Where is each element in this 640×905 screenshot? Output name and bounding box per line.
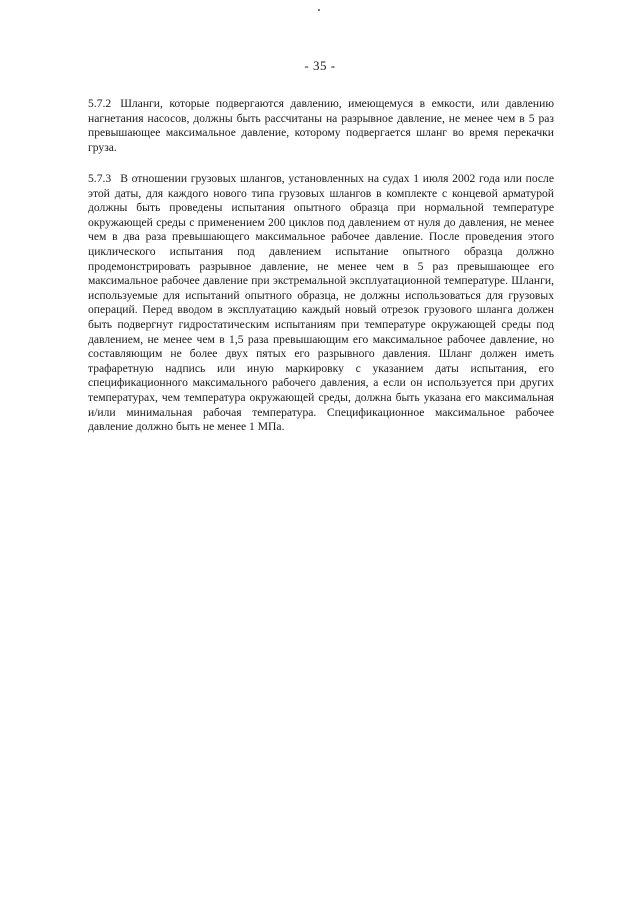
page-number: - 35 - [304, 58, 336, 73]
scan-artifact-dot [318, 9, 320, 11]
section-5-7-3 [88, 172, 554, 435]
section-text: В отношении грузовых шлангов, установленных на судах 1 июля 2002 года или после этой даты, для каждого нового типа грузовых шлангов в комплекте с концевой арматурой должны быть проведены испытания опытного образца при нормальной температуре окружающей среды с применением 200 циклов под давлением от нуля до давления, не менее чем в два раза превышающего максимальное рабочее давление. После проведения этого циклического испытания под давлением испытание опытного образца должно продемонстрировать разрывное давление, не менее чем в 5 раз превышающее его максимальное рабочее давление при экстремальной эксплуатационной температуре. Шланги, используемые для испытаний опытного образца, не должны использоваться для грузовых операций. Перед вводом в эксплуатацию каждый новый отрезок грузового шланга должен быть подвергнут гидростатическим испытаниям при температуре окружающей среды под давлением, не менее чем в 1,5 раза превышающим его максимальное рабочее давление, но составляющим не более двух пятых его разрывного давления. Шланг должен иметь трафаретную надпись или иную маркировку с указанием даты испытания, его спецификационного максимального рабочего давления, а если он используется при других температурах, чем температура окружающей среды, должна быть указана его максимальная и/или минимальная рабочая температура. Спецификационное максимальное рабочее давление должно быть не менее 1 МПа. [88, 172, 554, 434]
section-number: 5.7.2 [88, 97, 112, 110]
section-number: 5.7.3 [88, 172, 112, 185]
section-5-7-2 [88, 97, 554, 155]
section-text: Шланги, которые подвергаются давлению, имеющемуся в емкости, или давлению нагнетания насосов, должны быть рассчитаны на разрывное давление, не менее чем в 5 раз превышающее максимальное давление, которому подвергается шланг во время перекачки груза. [88, 97, 554, 154]
